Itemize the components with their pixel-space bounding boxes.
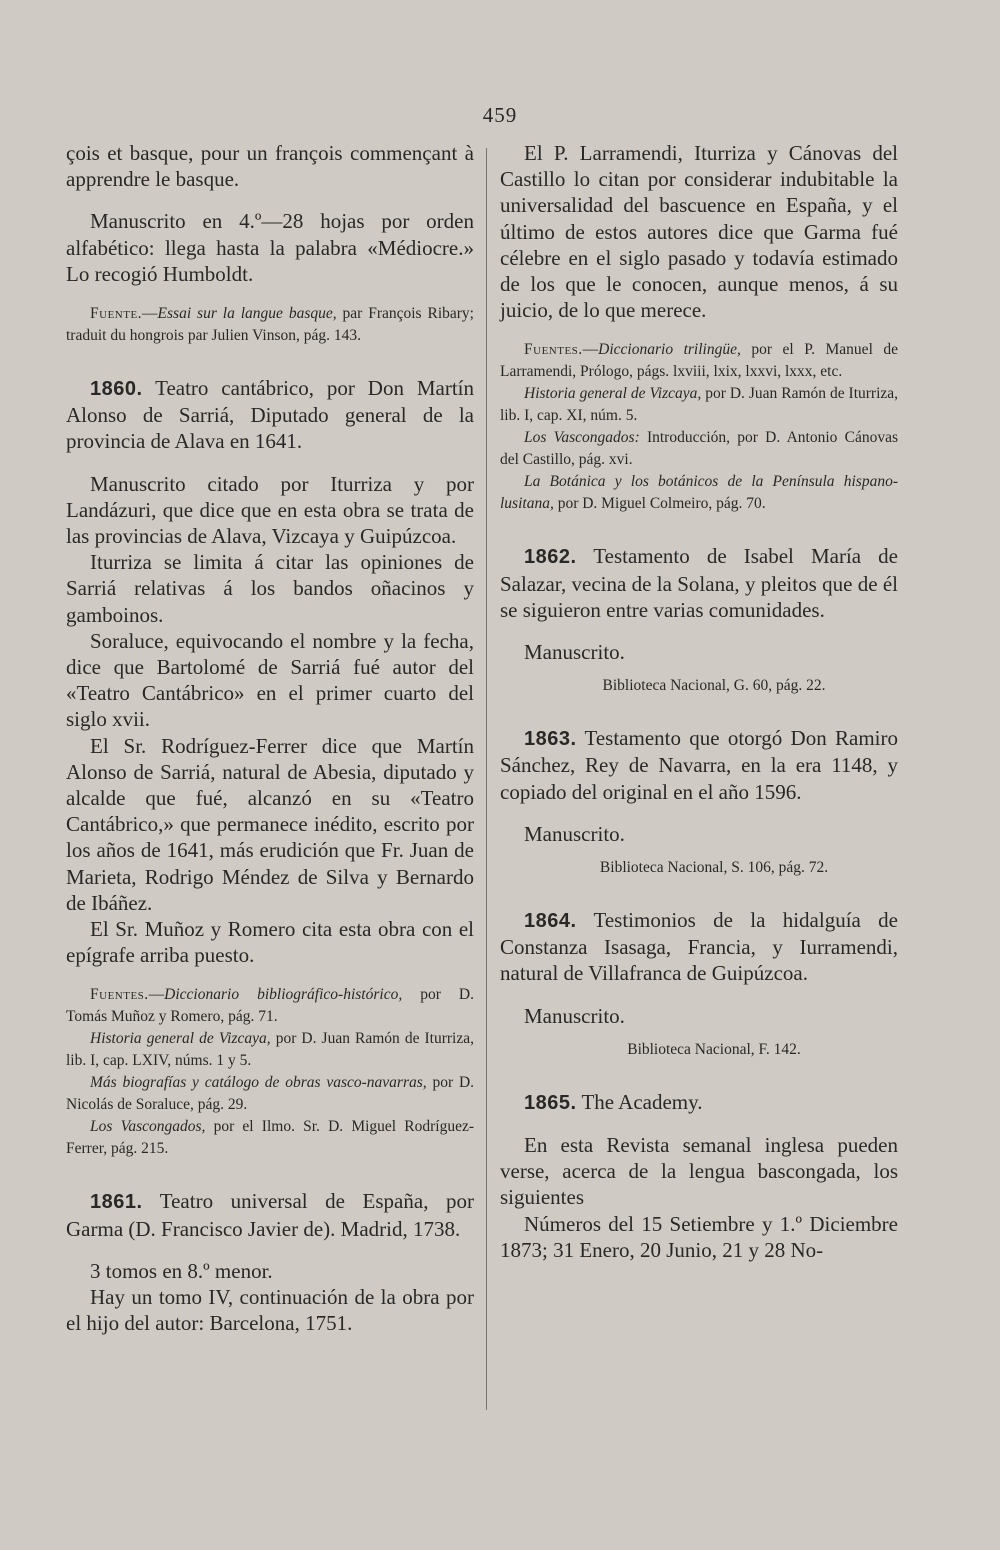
sources-label: Fuentes.: [524, 341, 583, 359]
source-rest: por D. Miguel Colmeiro, pág. 70.: [557, 495, 766, 513]
entry-heading: [500, 543, 898, 623]
entry-1865: [500, 1089, 898, 1263]
entry-title: Testamento que otorgó Don Ramiro Sánchez, Rey de Navarra, en la era 1148, y copiado del original en el año 1596.: [500, 726, 898, 804]
entry-paragraph: Iturriza se limita á citar las opiniones de Sarriá relativas á los bandos oñacinos y gamboinos.: [66, 550, 474, 627]
entry-title: Testamento de Isabel María de Salazar, vecina de la Solana, y pleitos que de él se siguieron entre varias comunidades.: [500, 544, 898, 622]
entry-number: 1861.: [90, 1191, 143, 1214]
manuscript-label: Manuscrito.: [524, 1003, 625, 1028]
entry-paragraph: Soraluce, equivocando el nombre y la fecha, dice que Bartolomé de Sarriá fué autor del «Teatro Cantábrico» en el primer cuarto del siglo xvii.: [66, 628, 474, 732]
source-note: Fuente.—Essai sur la langue basque, par François Ribary; traduit du hongrois par Julien Vinson, pág. 143.: [66, 305, 474, 345]
page-number: 459: [482, 103, 518, 127]
entry-paragraph: Manuscrito citado por Iturriza y por Landázuri, que dice que en esta obra se trata de las provincias de Alava, Vizcaya y Guipúzcoa.: [66, 471, 474, 549]
entry-1862: [500, 543, 898, 697]
source-note: Fuentes.—Diccionario bibliográfico-histórico, por D. Tomás Muñoz y Romero, pág. 71.: [66, 986, 474, 1026]
manuscript-label: Manuscrito.: [524, 821, 625, 846]
source-title: Los Vascongados,: [90, 1118, 206, 1136]
entry-number: 1863.: [524, 728, 577, 751]
entry-1864: [500, 907, 898, 1061]
source-rest: por D. Tomás Muñoz y Romero, pág. 71.: [66, 986, 474, 1026]
entry-paragraph: El Sr. Muñoz y Romero cita esta obra con el epígrafe arriba puesto.: [66, 917, 474, 968]
source-rest: par François Ribary; traduit du hongrois par Julien Vinson, pág. 143.: [66, 305, 474, 345]
library-location: Biblioteca Nacional, F. 142.: [627, 1040, 801, 1058]
source-note: [66, 1072, 474, 1116]
source-note: [500, 383, 898, 427]
source-label: Fuente.: [90, 305, 143, 323]
source-title: Historia general de Vizcaya,: [524, 385, 702, 403]
source-note: [66, 1116, 474, 1160]
source-title: Más biografías y catálogo de obras vasco-navarras,: [90, 1074, 427, 1092]
entry-title: Testimonios de la hidalguía de Constanza Isasaga, Francia, y Iurramendi, natural de Villafranca de Guipúzcoa.: [500, 908, 898, 986]
entry-number: 1864.: [524, 910, 577, 933]
entry-paragraph: El Sr. Rodríguez-Ferrer dice que Martín Alonso de Sarriá, natural de Abesia, diputado y alcalde que fué, alcanzó en su «Teatro Cantábrico,» que permanece inédito, escrito por los años de 1641, más erudición que Fr. Juan de Marieta, Rodrigo Méndez de Silva y Bernardo de Ibáñez.: [66, 733, 474, 915]
source-title: Los Vascongados:: [524, 429, 640, 447]
entry-heading: [500, 1089, 898, 1116]
entry-heading: [500, 907, 898, 987]
entry-number: 1862.: [524, 546, 577, 569]
source-rest: por el P. Manuel de Larramendi, Prólogo, págs. lxviii, lxix, lxxvi, lxxx, etc.: [500, 341, 899, 381]
entry-paragraph: Hay un tomo IV, continuación de la obra por el hijo del autor: Barcelona, 1751.: [66, 1285, 474, 1336]
entry-heading: [500, 725, 898, 805]
manuscript-note: Manuscrito en 4.º—28 hojas por orden alfabético: llega hasta la palabra «Médiocre.» Lo recogió Humboldt.: [66, 209, 474, 286]
column-divider: [486, 148, 487, 1410]
entry-1863: [500, 725, 898, 879]
library-location: Biblioteca Nacional, S. 106, pág. 72.: [599, 859, 829, 877]
source-rest: por el Ilmo. Sr. D. Miguel Rodríguez-Ferrer, pág. 215.: [66, 1118, 475, 1158]
continued-text: El P. Larramendi, Iturriza y Cánovas del Castillo lo citan por considerar indubitable la universalidad del bascuence en España, y el último de estos autores dice que Garma fué célebre en el siglo pasado y todavía estimado de los que le conocen, aunque menos, á su juicio, de lo que merece.: [500, 141, 898, 323]
entry-title: Teatro cantábrico, por Don Martín Alonso de Sarriá, Diputado general de la provincia de Alava en 1641.: [66, 376, 474, 454]
source-title: Diccionario bibliográfico-histórico,: [164, 986, 403, 1004]
entry-title: The Academy.: [581, 1089, 703, 1114]
source-title: Historia general de Vizcaya,: [90, 1030, 271, 1048]
entry-paragraph: Números del 15 Setiembre y 1.º Diciembre 1873; 31 Enero, 20 Junio, 21 y 28 No-: [500, 1211, 898, 1262]
right-column: [500, 140, 898, 1263]
source-title: Diccionario trilingüe,: [598, 341, 741, 359]
sources-label: Fuentes.: [90, 986, 149, 1004]
manuscript-label: Manuscrito.: [524, 640, 625, 665]
left-column: [66, 140, 474, 1337]
entry-number: 1860.: [90, 378, 143, 401]
entry-paragraph: En esta Revista semanal inglesa pueden verse, acerca de la lengua bascongada, los siguientes: [500, 1133, 898, 1210]
entry-heading: [66, 375, 474, 455]
source-rest: Introducción, por D. Antonio Cánovas del Castillo, pág. xvi.: [500, 429, 898, 469]
source-note: [500, 471, 898, 515]
library-location: Biblioteca Nacional, G. 60, pág. 22.: [602, 677, 826, 695]
continued-text: çois et basque, pour un françois commençant à apprendre le basque.: [66, 141, 474, 192]
source-rest: por D. Nicolás de Soraluce, pág. 29.: [66, 1074, 475, 1114]
source-note: [66, 1028, 474, 1072]
source-note: Fuentes.—Diccionario trilingüe, por el P. Manuel de Larramendi, Prólogo, págs. lxviii, lxix, lxxvi, lxxx, etc.: [500, 341, 899, 381]
entry-heading: [66, 1188, 474, 1241]
source-title: La Botánica y los botánicos de la Península hispano-lusitana,: [500, 473, 898, 513]
source-rest: por D. Juan Ramón de Iturriza, lib. I, cap. XI, núm. 5.: [500, 385, 899, 425]
entry-number: 1865.: [524, 1091, 577, 1114]
entry-1861: [66, 1188, 474, 1336]
source-title: Essai sur la langue basque,: [157, 305, 337, 323]
entry-paragraph: 3 tomos en 8.º menor.: [90, 1258, 273, 1283]
source-note: [500, 427, 898, 471]
entry-title: Teatro universal de España, por Garma (D. Francisco Javier de). Madrid, 1738.: [66, 1189, 474, 1241]
entry-1860: [66, 375, 474, 1160]
source-rest: por D. Juan Ramón de Iturriza, lib. I, cap. LXIV, núms. 1 y 5.: [66, 1030, 475, 1070]
